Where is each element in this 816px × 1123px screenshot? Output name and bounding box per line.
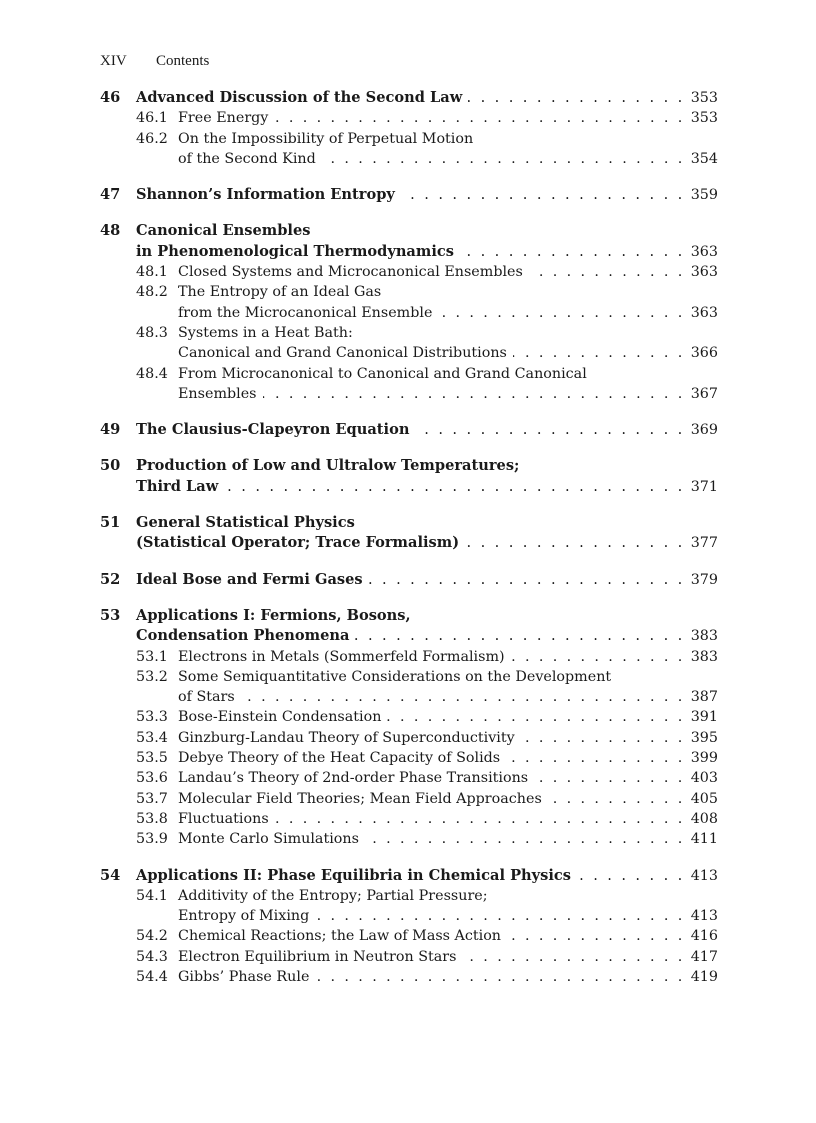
chapter-title: Applications II: Phase Equilibria in Chemical Physics	[136, 866, 571, 884]
section-page-number: 366	[690, 345, 718, 362]
chapter-heading-line[interactable]	[100, 456, 718, 476]
dot-leader	[365, 829, 685, 849]
chapter-heading-line[interactable]	[100, 513, 718, 533]
section-title: From Microcanonical to Canonical and Grand Canonical	[178, 365, 587, 382]
dot-leader	[263, 384, 685, 404]
section-entry-line[interactable]	[100, 323, 718, 343]
section-title: of Stars	[178, 689, 235, 706]
section-entry-line[interactable]	[100, 947, 718, 967]
section-number: 53.5	[136, 750, 168, 767]
chapter-title: Third Law	[136, 477, 219, 495]
chapter-number: 48	[100, 222, 121, 240]
dot-leader	[521, 728, 685, 748]
section-entry-line[interactable]	[100, 303, 718, 323]
section-number: 53.7	[136, 790, 168, 807]
dot-leader	[468, 88, 684, 108]
chapter-heading-line[interactable]	[100, 221, 718, 241]
toc-chapter	[100, 456, 718, 497]
section-page-number: 363	[690, 304, 718, 321]
section-number: 54.4	[136, 968, 168, 985]
table-of-contents	[100, 88, 718, 1003]
section-title: Molecular Field Theories; Mean Field Approaches	[178, 790, 542, 807]
chapter-heading-line[interactable]	[100, 477, 718, 497]
section-entry-line[interactable]	[100, 282, 718, 302]
section-page-number: 403	[690, 770, 718, 787]
dot-leader	[315, 967, 684, 987]
chapter-page-number: 359	[690, 187, 718, 204]
section-entry-line[interactable]	[100, 149, 718, 169]
dot-leader	[438, 303, 684, 323]
section-entry-line[interactable]	[100, 384, 718, 404]
section-number: 53.4	[136, 729, 168, 746]
section-number: 53.8	[136, 810, 168, 827]
section-title: Some Semiquantitative Considerations on the Development	[178, 668, 612, 685]
dot-leader	[275, 809, 685, 829]
section-entry-line[interactable]	[100, 707, 718, 727]
section-title: from the Microcanonical Ensemble	[178, 304, 433, 321]
section-title: Canonical and Grand Canonical Distributions	[178, 345, 507, 362]
chapter-number: 50	[100, 457, 121, 475]
toc-chapter	[100, 221, 718, 404]
chapter-number: 47	[100, 186, 121, 204]
section-number: 54.2	[136, 928, 168, 945]
dot-leader	[506, 748, 685, 768]
section-title: Electrons in Metals (Sommerfeld Formalism)	[178, 648, 505, 665]
chapter-heading-line[interactable]	[100, 866, 718, 886]
section-page-number: 411	[690, 831, 718, 848]
section-title: Bose-Einstein Condensation	[178, 709, 382, 726]
section-page-number: 363	[690, 264, 718, 281]
section-title: Free Energy	[178, 110, 269, 127]
chapter-title: (Statistical Operator; Trace Formalism)	[136, 534, 460, 552]
section-page-number: 391	[690, 709, 718, 726]
section-entry-line[interactable]	[100, 886, 718, 906]
section-page-number: 383	[690, 648, 718, 665]
section-page-number: 419	[690, 968, 718, 985]
section-page-number: 354	[690, 150, 718, 167]
dot-leader	[315, 906, 684, 926]
section-page-number: 353	[690, 110, 718, 127]
dot-leader	[224, 477, 684, 497]
dot-leader	[460, 242, 685, 262]
chapter-title: Applications I: Fermions, Bosons,	[136, 606, 411, 624]
section-entry-line[interactable]	[100, 343, 718, 363]
chapter-heading-line[interactable]	[100, 570, 718, 590]
chapter-title: Condensation Phenomena	[136, 627, 350, 645]
dot-leader	[415, 420, 684, 440]
section-number: 53.2	[136, 668, 168, 685]
section-entry-line[interactable]	[100, 926, 718, 946]
chapter-number: 46	[100, 89, 121, 106]
section-number: 46.2	[136, 130, 168, 147]
section-number: 53.1	[136, 648, 168, 665]
section-title: Electron Equilibrium in Neutron Stars	[178, 948, 457, 965]
section-entry-line[interactable]	[100, 728, 718, 748]
running-header	[100, 53, 209, 70]
chapter-number: 49	[100, 421, 121, 439]
section-entry-line[interactable]	[100, 906, 718, 926]
section-number: 54.3	[136, 948, 168, 965]
section-title: Chemical Reactions; the Law of Mass Action	[178, 928, 502, 945]
dot-leader	[369, 570, 685, 590]
section-title: Fluctuations	[178, 810, 269, 827]
section-entry-line[interactable]	[100, 967, 718, 987]
header-page-number: XIV	[100, 53, 127, 69]
chapter-page-number: 413	[690, 867, 718, 884]
section-number: 53.9	[136, 831, 168, 848]
chapter-title: Canonical Ensembles	[136, 222, 311, 240]
chapter-heading-line[interactable]	[100, 185, 718, 205]
chapter-heading-line[interactable]	[100, 626, 718, 646]
chapter-heading-line[interactable]	[100, 88, 718, 108]
header-title: Contents	[156, 53, 210, 69]
toc-chapter	[100, 185, 718, 205]
chapter-heading-line[interactable]	[100, 533, 718, 553]
section-title: Monte Carlo Simulations	[178, 831, 359, 848]
chapter-page-number: 379	[690, 571, 718, 588]
dot-leader	[577, 866, 685, 886]
section-page-number: 416	[690, 928, 718, 945]
dot-leader	[465, 533, 685, 553]
chapter-heading-line[interactable]	[100, 242, 718, 262]
dot-leader	[511, 647, 685, 667]
chapter-number: 52	[100, 570, 121, 588]
section-title: Additivity of the Entropy; Partial Pressure;	[178, 887, 488, 904]
section-number: 53.6	[136, 770, 168, 787]
chapter-title: Production of Low and Ultralow Temperatures;	[136, 457, 520, 475]
dot-leader	[529, 262, 685, 282]
section-entry-line[interactable]	[100, 829, 718, 849]
section-page-number: 399	[690, 750, 718, 767]
dot-leader	[401, 185, 685, 205]
chapter-title: General Statistical Physics	[136, 514, 355, 532]
section-title: Ensembles	[178, 385, 257, 402]
chapter-number: 54	[100, 866, 121, 884]
section-entry-line[interactable]	[100, 667, 718, 687]
chapter-page-number: 383	[690, 628, 718, 645]
toc-chapter	[100, 513, 718, 554]
toc-chapter	[100, 570, 718, 590]
section-title: of the Second Kind	[178, 150, 316, 167]
section-title: Closed Systems and Microcanonical Ensembles	[178, 264, 523, 281]
dot-leader	[507, 926, 685, 946]
section-title: On the Impossibility of Perpetual Motion	[178, 130, 474, 147]
section-title: Systems in a Heat Bath:	[178, 324, 353, 341]
chapter-title: The Clausius-Clapeyron Equation	[136, 421, 410, 439]
dot-leader	[387, 707, 684, 727]
section-entry-line[interactable]	[100, 262, 718, 282]
dot-leader	[534, 768, 685, 788]
dot-leader	[274, 108, 684, 128]
section-page-number: 395	[690, 729, 718, 746]
section-entry-line[interactable]	[100, 809, 718, 829]
chapter-page-number: 363	[690, 243, 718, 260]
chapter-title: Shannon’s Information Entropy	[136, 186, 395, 204]
toc-chapter	[100, 420, 718, 440]
section-title: Ginzburg-Landau Theory of Superconductivity	[178, 729, 515, 746]
section-number: 48.3	[136, 324, 168, 341]
section-page-number: 387	[690, 689, 718, 706]
section-number: 53.3	[136, 709, 168, 726]
section-title: Landau’s Theory of 2nd-order Phase Transitions	[178, 770, 529, 787]
section-title: Gibbs’ Phase Rule	[178, 968, 310, 985]
chapter-title: Advanced Discussion of the Second Law	[136, 89, 463, 106]
dot-leader	[548, 789, 685, 809]
section-title: Debye Theory of the Heat Capacity of Solids	[178, 750, 501, 767]
chapter-page-number: 371	[690, 478, 718, 495]
chapter-page-number: 377	[690, 535, 718, 552]
section-page-number: 367	[690, 385, 718, 402]
section-entry-line[interactable]	[100, 789, 718, 809]
section-entry-line[interactable]	[100, 647, 718, 667]
section-number: 54.1	[136, 887, 168, 904]
section-title: The Entropy of an Ideal Gas	[178, 284, 382, 301]
dot-leader	[241, 687, 685, 707]
dot-leader	[322, 149, 685, 169]
toc-chapter	[100, 866, 718, 988]
chapter-number: 51	[100, 514, 121, 532]
chapter-page-number: 353	[690, 90, 718, 106]
section-entry-line[interactable]	[100, 687, 718, 707]
dot-leader	[513, 343, 685, 363]
section-page-number: 405	[690, 790, 718, 807]
section-number: 48.4	[136, 365, 168, 382]
section-page-number: 417	[690, 948, 718, 965]
dot-leader	[462, 947, 684, 967]
dot-leader	[355, 626, 684, 646]
section-number: 46.1	[136, 110, 168, 127]
chapter-heading-line[interactable]	[100, 606, 718, 626]
toc-chapter	[100, 88, 718, 169]
section-page-number: 408	[690, 810, 718, 827]
section-entry-line[interactable]	[100, 364, 718, 384]
section-page-number: 413	[690, 908, 718, 925]
chapter-heading-line[interactable]	[100, 420, 718, 440]
toc-chapter	[100, 606, 718, 850]
chapter-title: Ideal Bose and Fermi Gases	[136, 570, 363, 588]
section-entry-line[interactable]	[100, 108, 718, 128]
chapter-page-number: 369	[690, 422, 718, 439]
section-entry-line[interactable]	[100, 129, 718, 149]
section-title: Entropy of Mixing	[178, 908, 310, 925]
section-entry-line[interactable]	[100, 768, 718, 788]
section-number: 48.2	[136, 284, 168, 301]
section-entry-line[interactable]	[100, 748, 718, 768]
section-number: 48.1	[136, 264, 168, 281]
chapter-title: in Phenomenological Thermodynamics	[136, 242, 454, 260]
chapter-number: 53	[100, 606, 121, 624]
